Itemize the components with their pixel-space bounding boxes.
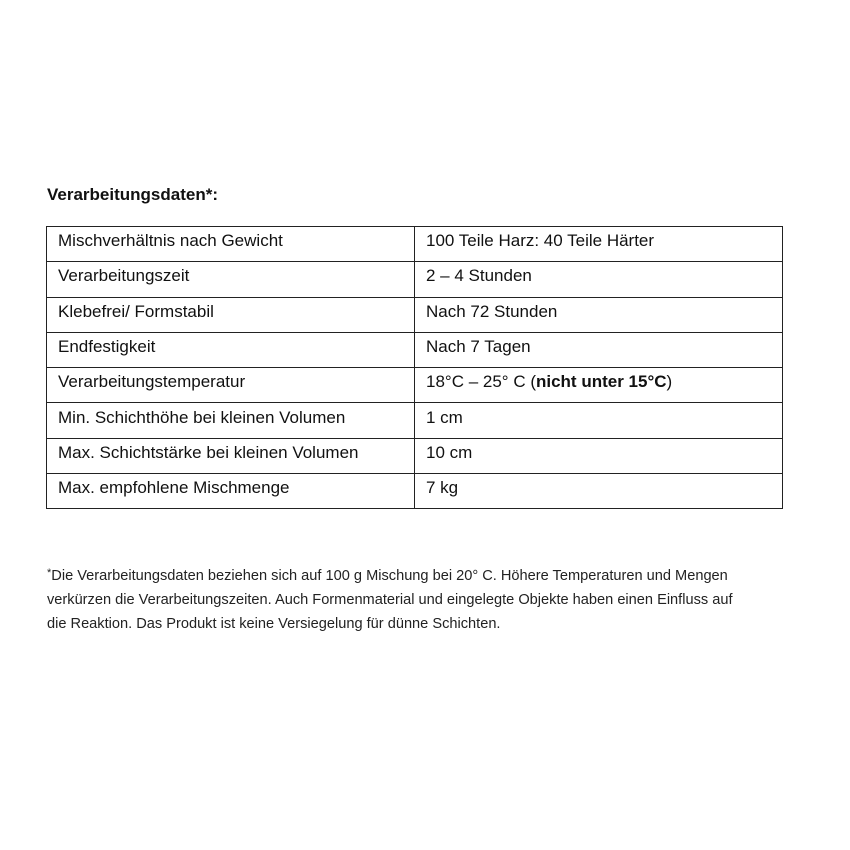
row-label: Mischverhältnis nach Gewicht <box>58 231 283 251</box>
row-value-cell <box>415 297 783 332</box>
row-value-cell <box>415 368 783 403</box>
table-row <box>47 403 783 438</box>
row-label: Klebefrei/ Formstabil <box>58 301 214 321</box>
row-value-cell <box>415 438 783 473</box>
table-row <box>47 297 783 332</box>
row-label: Verarbeitungszeit <box>58 266 190 286</box>
section-heading: Verarbeitungsdaten*: <box>47 185 218 204</box>
row-value: 1 cm <box>426 407 463 427</box>
row-value: 7 kg <box>426 478 459 498</box>
footnote <box>47 561 797 636</box>
table-row <box>47 262 783 297</box>
footnote-line: die Reaktion. Das Produkt ist keine Versiegelung für dünne Schichten. <box>47 616 501 632</box>
row-value-cell <box>415 227 783 262</box>
table-row <box>47 368 783 403</box>
table-row <box>47 474 783 509</box>
footnote-line: verkürzen die Verarbeitungszeiten. Auch Formenmaterial und eingelegte Objekte haben einen Einfluss auf <box>47 592 733 608</box>
row-value: 10 cm <box>426 442 473 462</box>
row-value-emphasis: nicht unter 15°C <box>535 372 667 392</box>
row-value-cell <box>415 332 783 367</box>
row-label-cell <box>47 368 415 403</box>
row-value: Nach 7 Tagen <box>426 337 531 357</box>
row-label-cell <box>47 474 415 509</box>
row-label: Max. empfohlene Mischmenge <box>58 478 290 498</box>
row-label-cell <box>47 297 415 332</box>
row-label-cell <box>47 262 415 297</box>
row-value-cell <box>415 262 783 297</box>
row-label: Max. Schichtstärke bei kleinen Volumen <box>58 442 359 462</box>
row-value: 2 – 4 Stunden <box>426 266 532 286</box>
footnote-line: *Die Verarbeitungsdaten beziehen sich auf 100 g Mischung bei 20° C. Höhere Temperaturen und Mengen <box>47 567 728 584</box>
row-value: Nach 72 Stunden <box>426 301 558 321</box>
table-row <box>47 227 783 262</box>
table-row <box>47 438 783 473</box>
row-value: 100 Teile Harz: 40 Teile Härter <box>426 231 655 251</box>
table-row <box>47 332 783 367</box>
row-label: Verarbeitungstemperatur <box>58 372 246 392</box>
row-value-cell <box>415 403 783 438</box>
processing-data-table <box>46 226 783 509</box>
row-label: Endfestigkeit <box>58 337 156 357</box>
row-label-cell <box>47 227 415 262</box>
footnote-marker: * <box>47 567 52 579</box>
row-value: 18°C – 25° C (nicht unter 15°C) <box>426 372 673 392</box>
row-label-cell <box>47 403 415 438</box>
row-value-cell <box>415 474 783 509</box>
row-label-cell <box>47 332 415 367</box>
row-label-cell <box>47 438 415 473</box>
row-label: Min. Schichthöhe bei kleinen Volumen <box>58 407 346 427</box>
